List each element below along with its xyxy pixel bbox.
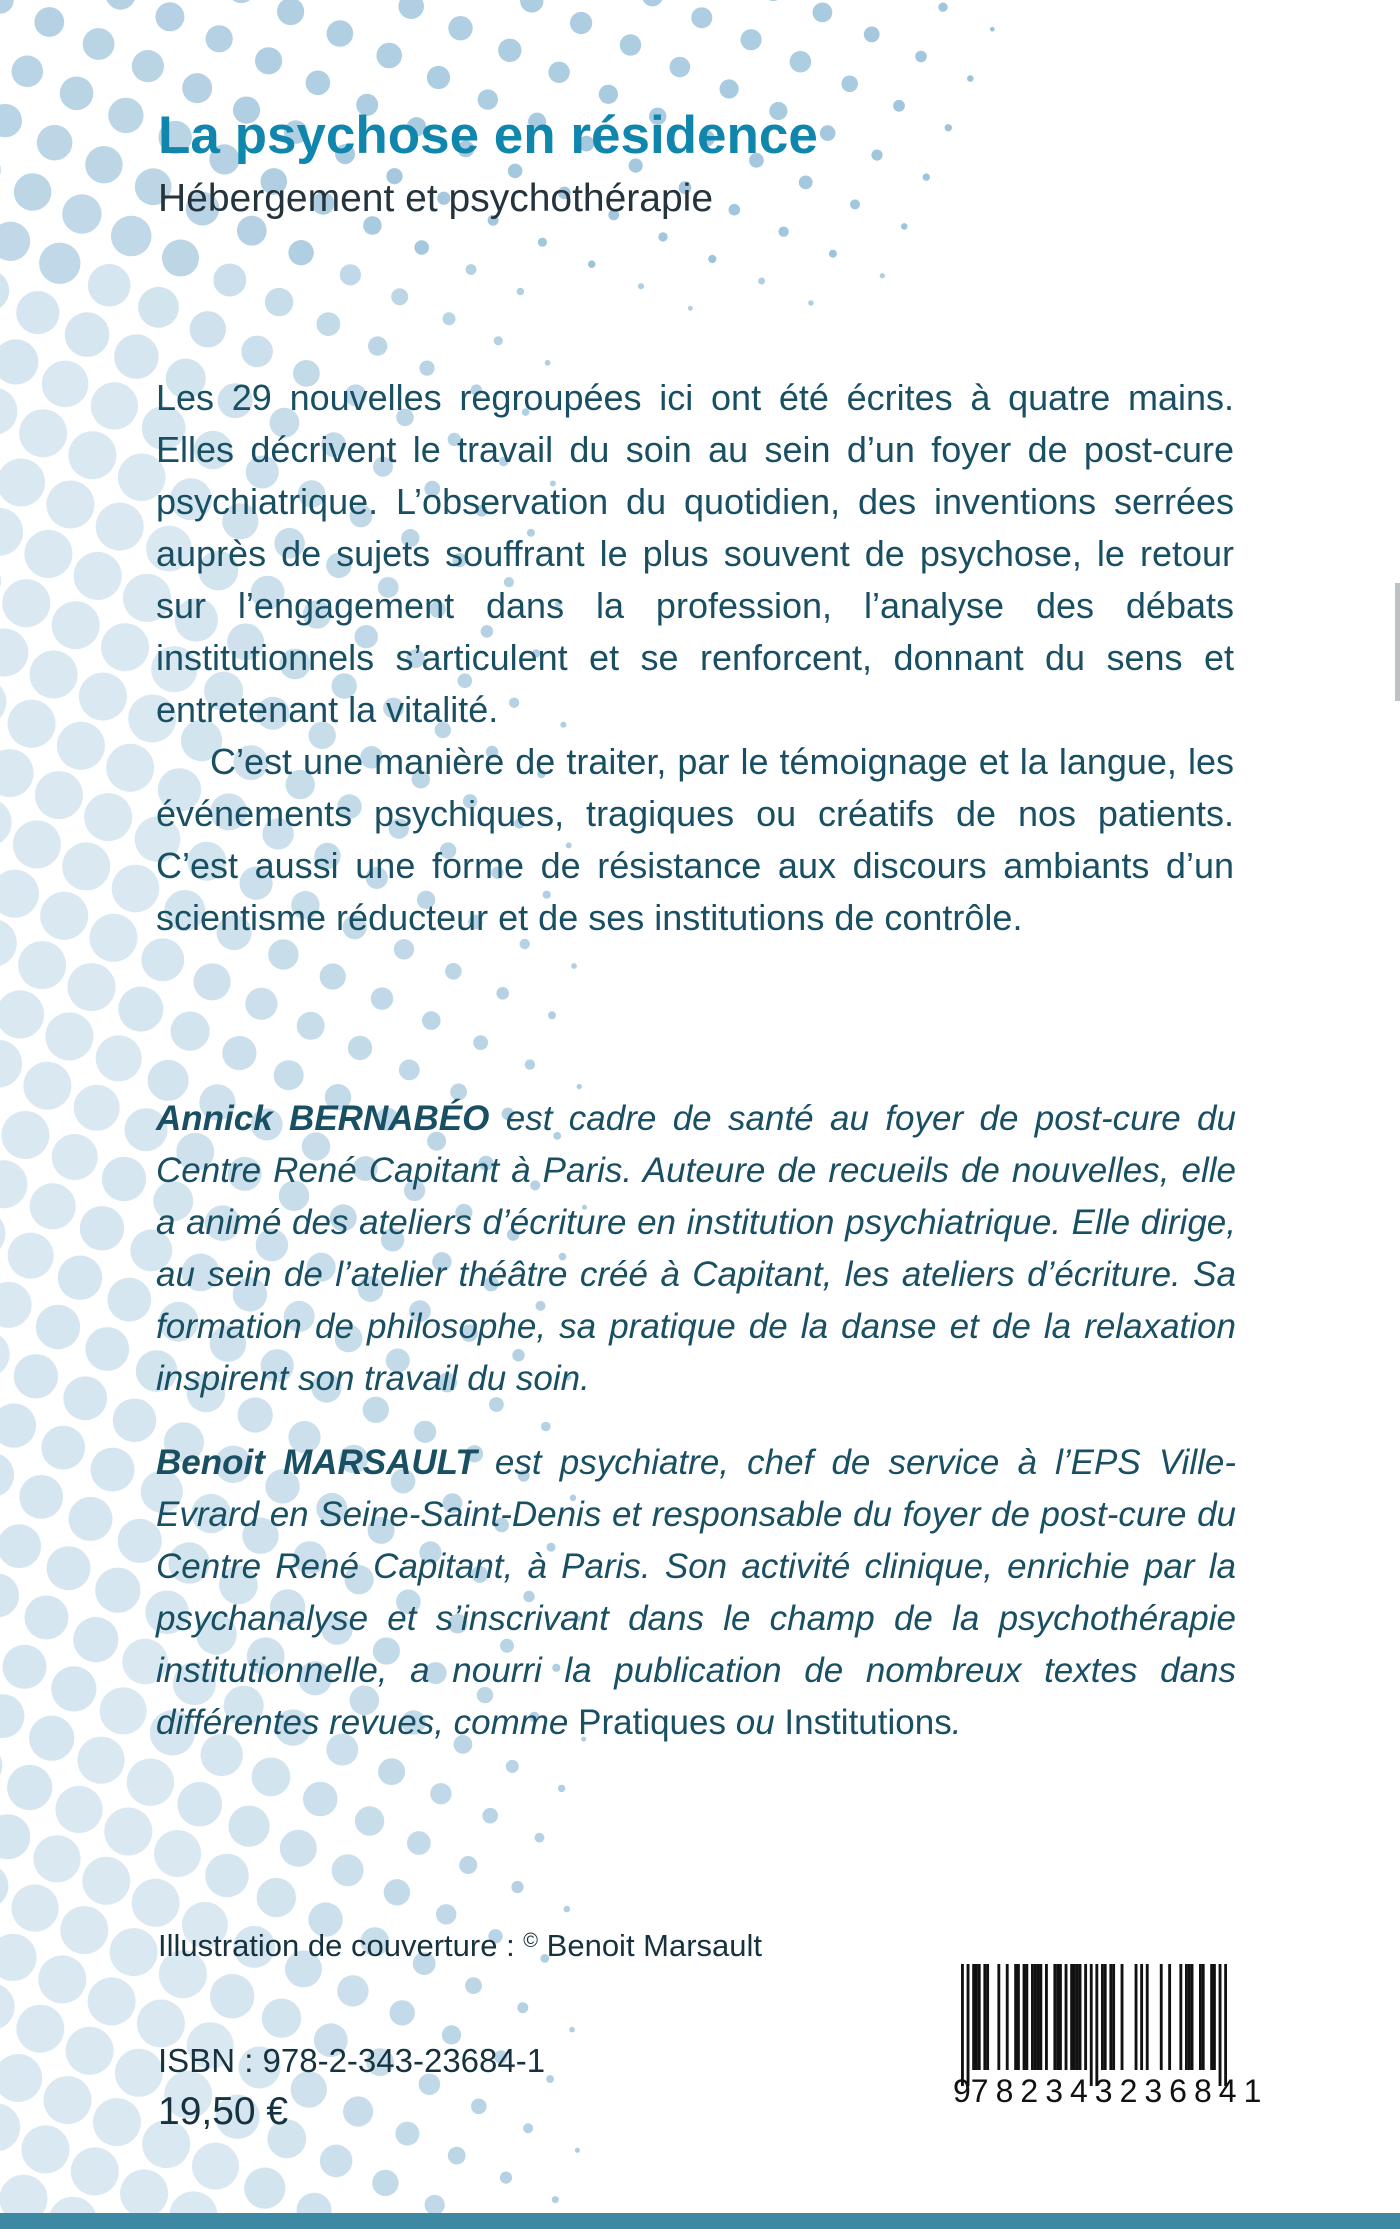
journal-title-institutions: Institutions bbox=[784, 1703, 952, 1742]
synopsis-paragraph-1: Les 29 nouvelles regroupées ici ont été écrites à quatre mains. Elles décrivent le travail du soin au sein d’un foyer de post-cure psychiatrique. L’observation du quotidien, des inventions serrées auprès de sujets souffrant le plus souvent de psychose, le retour sur l’engagement dans la profession, l’analyse des débats institutionnels s’articulent et se renforcent, donnant du sens et entretenant la vitalité. bbox=[156, 377, 1234, 730]
barcode-digits-left: 782343 bbox=[970, 2073, 1120, 2109]
barcode-digit-first: 9 bbox=[953, 2073, 971, 2109]
book-subtitle: Hébergement et psychothérapie bbox=[158, 177, 714, 221]
author-bio-annick-text: est cadre de santé au foyer de post-cure du Centre René Capitant à Paris. Auteure de recueils de nouvelles, elle a animé des ateliers d’écriture en institution psychiatrique. Elle dirige, au sein de l’atelier théâtre créé à Capitant, les ateliers d’écriture. Sa formation de philosophe, sa pratique de la danse et de la relaxation inspirent son travail du soin. bbox=[156, 1099, 1236, 1398]
illustration-credit-label: Illustration de couverture : bbox=[158, 1928, 524, 1963]
author-bio-annick bbox=[156, 1093, 1236, 1405]
illustrator-name: Benoit Marsault bbox=[538, 1928, 763, 1963]
isbn: ISBN : 978-2-343-23684-1 bbox=[158, 2042, 546, 2079]
illustration-credit bbox=[158, 1928, 762, 1964]
author-bio-benoit bbox=[156, 1437, 1236, 1749]
bottom-accent-bar bbox=[0, 2213, 1400, 2229]
barcode-digits-right: 236841 bbox=[1119, 2073, 1269, 2109]
price: 19,50 € bbox=[158, 2090, 289, 2133]
right-edge-mark bbox=[1395, 583, 1400, 701]
barcode-digits bbox=[953, 2073, 1269, 2109]
author-bio-benoit-text: est psychiatre, chef de service à l’EPS Ville-Evrard en Seine-Saint-Denis et responsable du foyer de post-cure du Centre René Capitant, à Paris. Son activité clinique, enrichie par la psychanalyse et s’inscrivant dans le champ de la psychothérapie institutionnelle, a nourri la publication de nombreux textes dans différentes revues, comme bbox=[156, 1443, 1236, 1742]
bio-conjunction: ou bbox=[726, 1703, 785, 1742]
bio-end-punctuation: . bbox=[951, 1703, 962, 1742]
author-name-benoit: Benoit MARSAULT bbox=[156, 1443, 477, 1482]
copyright-symbol: © bbox=[523, 1930, 539, 1952]
synopsis-paragraph-2: C’est une manière de traiter, par le témoignage et la langue, les événements psychiques, tragiques ou créatifs de nos patients. C’est aussi une forme de résistance aux discours ambiants d’un scientisme réducteur et de ses institutions de contrôle. bbox=[156, 741, 1234, 938]
book-title: La psychose en résidence bbox=[158, 106, 818, 165]
synopsis bbox=[156, 372, 1234, 944]
title-block bbox=[158, 106, 818, 222]
barcode bbox=[950, 1958, 1269, 2124]
journal-title-pratiques: Pratiques bbox=[578, 1703, 726, 1742]
author-bios bbox=[156, 1093, 1236, 1749]
author-name-annick: Annick BERNABÉO bbox=[156, 1099, 490, 1138]
